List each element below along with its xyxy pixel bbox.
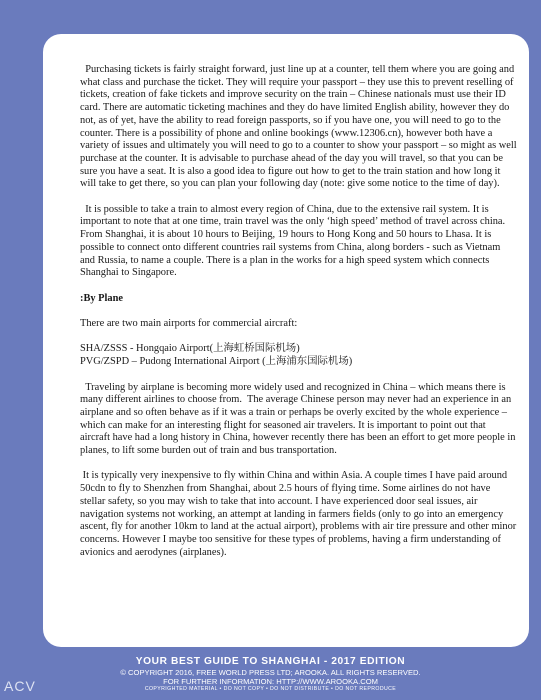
document-body: [80, 64, 520, 559]
paragraph-airplane-travel: Traveling by airplane is becoming more widely used and recognized in China – which means there is many different airlines to choose from. The average Chinese person may never had an experience in an airplane and so often behave as if it was a train or perhaps be overly excited by the whole experience – which can make for an interesting flight for seasoned air travelers. It is important to point out that aircraft have had a long history in China, however recently there has been an effort to get more people in planes, to lift some burden out of train and bus transportation.: [80, 381, 519, 457]
watermark-text: ACV: [4, 678, 36, 694]
paragraph-airports-intro: There are two main airports for commercial aircraft:: [80, 318, 298, 330]
page-footer: [0, 656, 541, 693]
footer-title: YOUR BEST GUIDE TO SHANGHAI - 2017 EDITION: [135, 656, 406, 667]
paragraph-ticket-purchase: Purchasing tickets is fairly straight forward, just line up at a counter, tell them where you are going and what class and purchase the ticket. They will require your passport – they use this to prevent reselling of tickets, creation of fake tickets and improve security on the train – Chinese nationals must use their ID card. There are automatic ticketing machines and they do have limited English ability, however they do not, as of yet, have the ability to read foreign passports, so if you have one, you will need to go to the counter. There is a possibility of phone and online bookings (www.12306.cn), however both have a variety of issues and ultimately you will need to go to a counter to show your passport – so might as well purchase at the counter. It is advisable to purchase ahead of the day you will travel, so that you can be sure you have a seat. It is also a good idea to figure out how to get to the train station and how long it will take to get there, so you can plan your following day (note: give some notice to the time of day).: [80, 64, 520, 190]
paragraph-train-travel: It is possible to take a train to almost every region of China, due to the extensive rail system. It is important to note that at one time, train travel was the only ‘high speed’ method of travel across china. From Shanghai, it is about 10 hours to Beijing, 19 hours to Hong Kong and 50 hours to Lhasa. It is possible to connect onto different countries rail systems from China, along borders - such as Vietnam and Russia, to name a couple. There is a plan in the works for a high speed system which connects Shanghai to Singapore.: [80, 203, 508, 279]
footer-copyright: © COPYRIGHT 2016, FREE WORLD PRESS LTD; AROOKA. ALL RIGHTS RESERVED.: [120, 668, 421, 677]
page-card: [43, 34, 529, 647]
airport-hongqiao: SHA/ZSSS - Hongqaio Airport(上海虹桥国际机场): [80, 343, 300, 355]
airport-pudong: PVG/ZSPD – Pudong International Airport (上海浦东国际机场): [80, 356, 353, 368]
paragraph-flight-cost-safety: It is typically very inexpensive to fly within China and within Asia. A couple times I have paid around 50cdn to fly to Shenzhen from Shanghai, about 2.5 hours of flying time. Some airlines do not have stellar safety, so you may wish to take that into account. I have experienced door seal issues, air navigation systems not working, an attempt at landing in farmers fields (only to go into an emergency ascent, fly for another 10km to land at the actual airport), problems with air tire pressure and other minor concerns. However I maybe too sensitive for these types of problems, having a firm understanding of avionics and aerodynes (airplanes).: [80, 470, 519, 558]
footer-notice: COPYRIGHTED MATERIAL • DO NOT COPY • DO NOT DISTRIBUTE • DO NOT REPRODUCE: [144, 686, 397, 692]
section-heading-by-plane: :By Plane: [80, 292, 124, 304]
airport-list: [80, 343, 517, 368]
footer-info: FOR FURTHER INFORMATION: HTTP://WWW.AROOKA.COM: [163, 677, 378, 686]
